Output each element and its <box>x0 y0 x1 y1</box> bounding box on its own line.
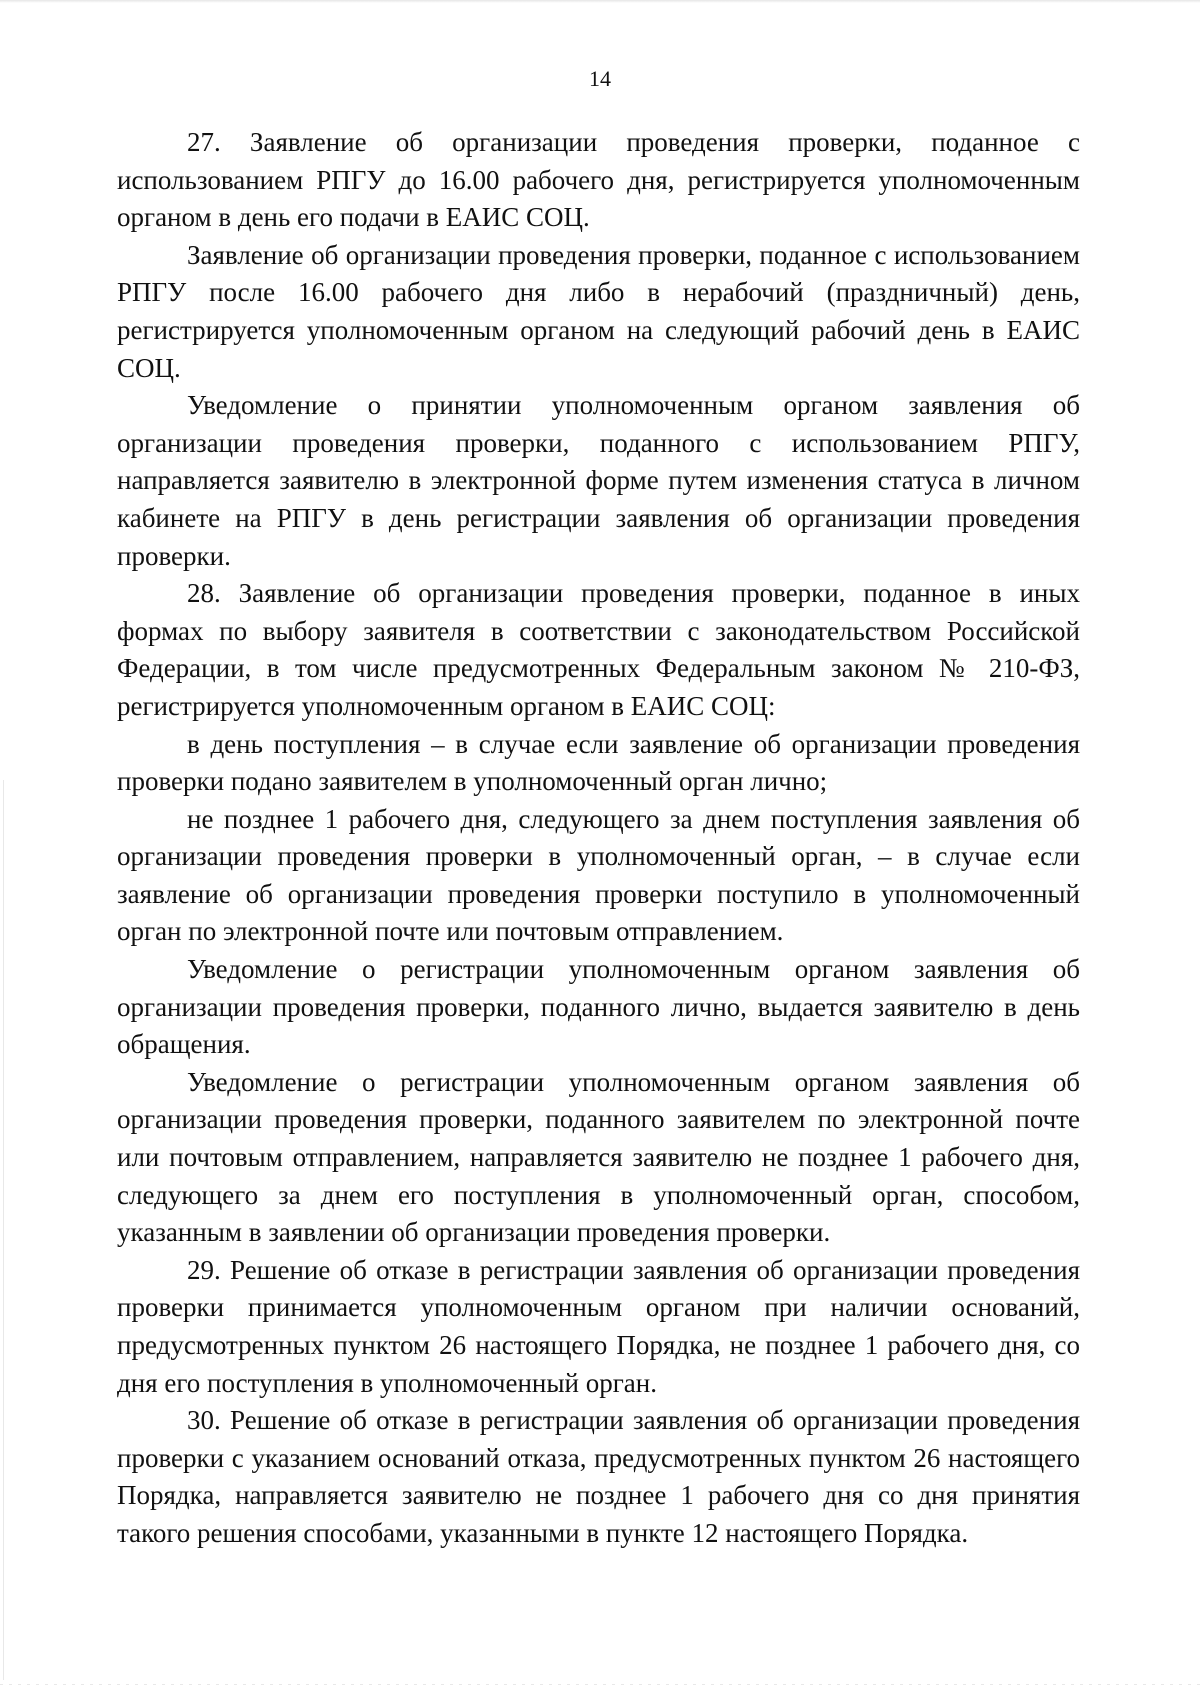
paragraph-27-notification: Уведомление о принятии уполномоченным органом заявления об организации проведения проверки, поданного с использованием РПГУ, направляется заявителю в электронной форме путем изменения статуса в личном кабинете на РПГУ в день регистрации заявления об организации проведения проверки. <box>117 390 1080 571</box>
paragraph-28-in-person: в день поступления – в случае если заявление об организации проведения проверки подано заявителем в уполномоченный орган лично; <box>117 728 1080 797</box>
paragraph-28-email-post: не позднее 1 рабочего дня, следующего за днем поступления заявления об организации проведения проверки в уполномоченный орган, – в случае если заявление об организации проведения проверки поступило в уполномоченный орган по электронной почте или почтовым отправлением. <box>117 803 1080 947</box>
paragraph-29: 29. Решение об отказе в регистрации заявления об организации проведения проверки принимается уполномоченным органом при наличии оснований, предусмотренных пунктом 26 настоящего Порядка, не позднее 1 рабочего дня, со дня его поступления в уполномоченный орган. <box>117 1254 1080 1398</box>
scan-bottom-edge <box>0 1684 1200 1685</box>
paragraph-27-rpgu-after-hours: Заявление об организации проведения проверки, поданное с использованием РПГУ после 16.00 рабочего дня либо в нерабочий (праздничный) день, регистрируется уполномоченным органом на следующий рабочий день в ЕАИС СОЦ. <box>117 239 1080 383</box>
paragraph-28: 28. Заявление об организации проведения проверки, поданное в иных формах по выбору заявителя в соответствии с законодательством Российской Федерации, в том числе предусмотренных Федеральным законом № 210-ФЗ, регистрируется уполномоченным органом в ЕАИС СОЦ: <box>117 578 1080 721</box>
scan-left-edge <box>3 780 4 1680</box>
scan-top-edge <box>0 0 1200 3</box>
paragraph-28-notification-email-post: Уведомление о регистрации уполномоченным органом заявления об организации проведения проверки, поданного заявителем по электронной почте или почтовым отправлением, направляется заявителю не позднее 1 рабочего дня, следующего за днем его поступления в уполномоченный орган, способом, указанным в заявлении об организации проведения проверки. <box>117 1066 1080 1248</box>
paragraph-28-notification-in-person: Уведомление о регистрации уполномоченным органом заявления об организации проведения проверки, поданного лично, выдается заявителю в день обращения. <box>117 954 1080 1060</box>
document-body <box>117 124 1080 1553</box>
paragraph-27: 27. Заявление об организации проведения проверки, поданное с использованием РПГУ до 16.00 рабочего дня, регистрируется уполномоченным органом в день его подачи в ЕАИС СОЦ. <box>117 127 1080 233</box>
paragraph-30: 30. Решение об отказе в регистрации заявления об организации проведения проверки с указанием оснований отказа, предусмотренных пунктом 26 настоящего Порядка, направляется заявителю не позднее 1 рабочего дня со дня принятия такого решения способами, указанными в пункте 12 настоящего Порядка. <box>117 1405 1080 1548</box>
page-number: 14 <box>589 66 611 91</box>
